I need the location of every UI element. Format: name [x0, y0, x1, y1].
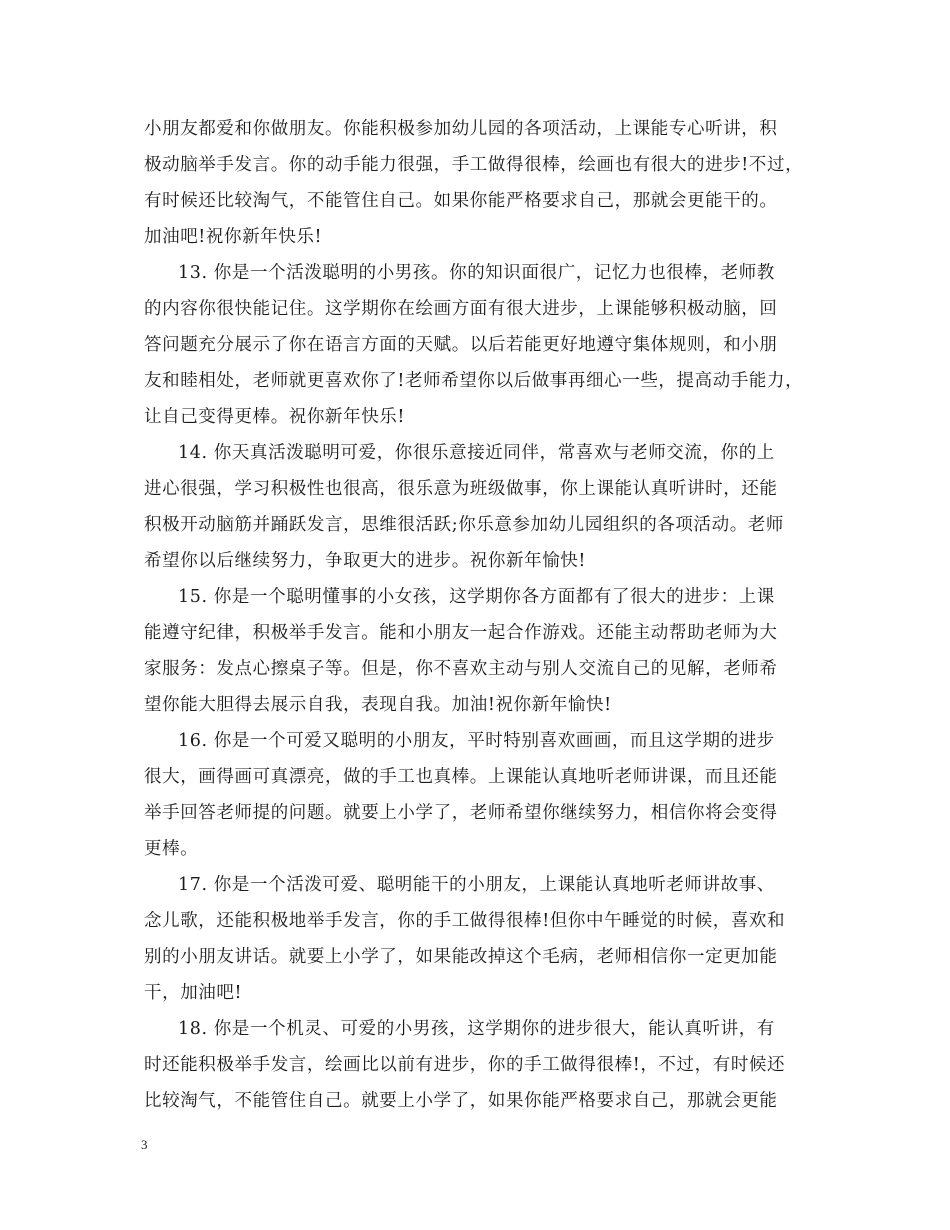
text-line: 极动脑举手发言。你的动手能力很强，手工做得很棒，绘画也有很大的进步!不过，: [144, 155, 804, 175]
text-line: 加油吧!祝你新年快乐!: [144, 227, 323, 247]
text-line: 让自己变得更棒。祝你新年快乐!: [144, 407, 406, 427]
text-line: 能遵守纪律，积极举手发言。能和小朋友一起合作游戏。还能主动帮助老师为大: [144, 623, 778, 643]
paragraph: [144, 111, 837, 255]
text-line: 小朋友都爱和你做朋友。你能积极参加幼儿园的各项活动，上课能专心听讲，积: [144, 119, 778, 139]
text-line: 举手回答老师提的问题。就要上小学了，老师希望你继续努力，相信你将会变得: [144, 803, 778, 823]
body-text: [144, 111, 837, 1119]
text-line: 家服务：发点心擦桌子等。但是，你不喜欢主动与别人交流自己的见解，老师希: [144, 659, 778, 679]
text-line: 别的小朋友讲话。就要上小学了，如果能改掉这个毛病，老师相信你一定更加能: [144, 947, 778, 967]
text-line: 18. 你是一个机灵、可爱的小男孩，这学期你的进步很大，能认真听讲，有: [178, 1019, 775, 1039]
text-line: 进心很强，学习积极性也很高，很乐意为班级做事，你上课能认真听讲时，还能: [144, 479, 778, 499]
text-line: 比较淘气，不能管住自己。就要上小学了，如果你能严格要求自己，那就会更能: [144, 1091, 778, 1111]
text-line: 13. 你是一个活泼聪明的小男孩。你的知识面很广，记忆力也很棒，老师教: [178, 263, 775, 283]
paragraph: [144, 1011, 837, 1119]
text-line: 望你能大胆得去展示自我，表现自我。加油!祝你新年愉快!: [144, 695, 612, 715]
text-line: 积极开动脑筋并踊跃发言，思维很活跃;你乐意参加幼儿园组织的各项活动。老师: [144, 515, 784, 535]
text-line: 友和睦相处，老师就更喜欢你了!老师希望你以后做事再细心一些，提高动手能力，: [144, 371, 804, 391]
text-line: 更棒。: [144, 839, 199, 859]
text-line: 干，加油吧!: [144, 983, 243, 1003]
text-line: 希望你以后继续努力，争取更大的进步。祝你新年愉快!: [144, 551, 587, 571]
text-line: 时还能积极举手发言，绘画比以前有进步，你的手工做得很棒!，不过，有时候还: [144, 1055, 786, 1075]
text-line: 答问题充分展示了你在语言方面的天赋。以后若能更好地遵守集体规则，和小朋: [144, 335, 778, 355]
text-line: 有时候还比较淘气，不能管住自己。如果你能严格要求自己，那就会更能干的。: [144, 191, 778, 211]
text-line: 16. 你是一个可爱又聪明的小朋友，平时特别喜欢画画，而且这学期的进步: [178, 731, 775, 751]
text-line: 17. 你是一个活泼可爱、聪明能干的小朋友，上课能认真地听老师讲故事、: [178, 875, 775, 895]
text-line: 念儿歌，还能积极地举手发言，你的手工做得很棒!但你中午睡觉的时候，喜欢和: [144, 911, 786, 931]
text-line: 的内容你很快能记住。这学期你在绘画方面有很大进步，上课能够积极动脑，回: [144, 299, 778, 319]
text-line: 14. 你天真活泼聪明可爱，你很乐意接近同伴，常喜欢与老师交流，你的上: [178, 443, 775, 463]
text-line: 15. 你是一个聪明懂事的小女孩，这学期你各方面都有了很大的进步：上课: [178, 587, 775, 607]
page-number: 3: [141, 1137, 148, 1152]
paragraph: [144, 435, 837, 579]
paragraph: [144, 723, 837, 867]
paragraph: [144, 579, 837, 723]
paragraph: [144, 867, 837, 1011]
text-line: 很大，画得画可真漂亮，做的手工也真棒。上课能认真地听老师讲课，而且还能: [144, 767, 778, 787]
paragraph: [144, 255, 837, 435]
